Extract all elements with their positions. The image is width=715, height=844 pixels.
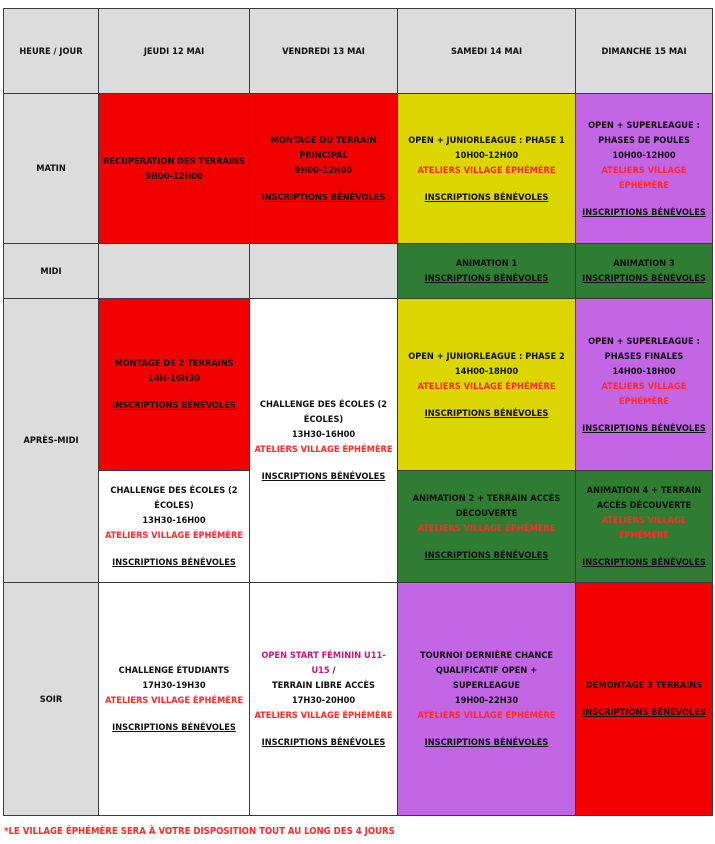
volunteer-signup-link[interactable]: INSCRIPTIONS BÉNÉVOLES bbox=[424, 273, 549, 284]
activity-title: OPEN + SUPERLEAGUE : bbox=[588, 335, 700, 347]
ateliers-label: ATELIERS VILLAGE ÉPHÉMÈRE bbox=[417, 522, 556, 534]
time-range: 17H30-20H00 bbox=[291, 695, 356, 706]
row-matin bbox=[4, 94, 713, 244]
ateliers-label: ATELIERS VILLAGE ÉPHÉMÈRE bbox=[601, 515, 687, 541]
cell-matin-samedi bbox=[398, 94, 576, 244]
ateliers-label: ATELIERS VILLAGE ÉPHÉMÈRE bbox=[417, 380, 556, 392]
volunteer-signup-link[interactable]: INSCRIPTIONS BÉNÉVOLES bbox=[582, 273, 706, 284]
cell-midi-vendredi bbox=[250, 244, 398, 299]
time-range: 13H30-16H00 bbox=[291, 429, 356, 440]
day-header-samedi: SAMEDI 14 MAI bbox=[398, 9, 576, 94]
activity-title: RÉCUPÉRATION DES TERRAINS bbox=[103, 155, 245, 167]
ateliers-label: ATELIERS VILLAGE ÉPHÉMÈRE bbox=[601, 380, 687, 407]
time-range: 13H30-16H00 bbox=[142, 515, 206, 526]
volunteer-signup-link[interactable]: INSCRIPTIONS BÉNÉVOLES bbox=[261, 191, 386, 203]
time-range: 9H00-12H00 bbox=[145, 170, 203, 182]
activity-title: ANIMATION 1 bbox=[455, 258, 518, 269]
ateliers-label: ATELIERS VILLAGE ÉPHÉMÈRE bbox=[254, 444, 393, 455]
volunteer-signup-link[interactable]: INSCRIPTIONS BÉNÉVOLES bbox=[582, 557, 706, 568]
day-header-jeudi: JEUDI 12 MAI bbox=[99, 9, 250, 94]
activity-title: DÉMONTAGE 3 TERRAINS bbox=[585, 680, 703, 691]
time-range: 14H-16H30 bbox=[148, 373, 200, 384]
cell-am2-samedi bbox=[398, 471, 576, 583]
activity-title: TOURNOI DERNIÈRE CHANCE bbox=[419, 650, 554, 661]
activity-title: OPEN + SUPERLEAGUE : bbox=[588, 119, 700, 131]
activity-title: OPEN + JUNIORLEAGUE : PHASE 2 bbox=[408, 350, 565, 362]
time-range: 10H00-12H00 bbox=[454, 149, 519, 161]
ateliers-label: ATELIERS VILLAGE ÉPHÉMÈRE bbox=[104, 695, 244, 706]
volunteer-signup-link[interactable]: INSCRIPTIONS BÉNÉVOLES bbox=[261, 471, 386, 482]
activity-title: ANIMATION 4 + TERRAIN ACCÈS DÉCOUVERTE bbox=[586, 485, 702, 511]
volunteer-signup-link[interactable]: INSCRIPTIONS BÉNÉVOLES bbox=[582, 422, 706, 434]
cell-am1-dimanche bbox=[576, 299, 713, 471]
open-start-feminin-label: OPEN START FÉMININ U11-U15 bbox=[261, 650, 386, 676]
time-range: 19H00-22H30 bbox=[454, 695, 519, 706]
row-soir bbox=[4, 583, 713, 816]
activity-subtitle: TERRAIN LIBRE ACCÈS bbox=[272, 680, 375, 691]
volunteer-signup-link[interactable]: INSCRIPTIONS BÉNÉVOLES bbox=[424, 737, 549, 748]
activity-title: ANIMATION 2 + TERRAIN ACCÈS DÉCOUVERTE bbox=[412, 492, 561, 519]
cell-matin-vendredi bbox=[250, 94, 398, 244]
corner-header: HEURE / JOUR bbox=[4, 9, 99, 94]
row-apres-midi-1 bbox=[4, 299, 713, 471]
volunteer-signup-link[interactable]: INSCRIPTIONS BÉNÉVOLES bbox=[424, 191, 549, 203]
cell-midi-jeudi bbox=[99, 244, 250, 299]
ateliers-label: ATELIERS VILLAGE ÉPHÉMÈRE bbox=[254, 710, 393, 721]
time-range: 14H00-18H00 bbox=[612, 365, 676, 377]
cell-am1-samedi bbox=[398, 299, 576, 471]
cell-am1-jeudi bbox=[99, 299, 250, 471]
activity-title-line bbox=[254, 648, 393, 678]
row-midi bbox=[4, 244, 713, 299]
schedule-table bbox=[3, 8, 713, 816]
activity-title: MONTAGE DU TERRAIN PRINCIPAL bbox=[270, 134, 377, 161]
volunteer-signup-link[interactable]: INSCRIPTIONS BÉNÉVOLES bbox=[112, 557, 236, 568]
cell-am2-jeudi bbox=[99, 471, 250, 583]
volunteer-signup-link[interactable]: INSCRIPTIONS BÉNÉVOLES bbox=[582, 206, 706, 218]
row-label-matin: MATIN bbox=[4, 94, 99, 244]
day-header-vendredi: VENDREDI 13 MAI bbox=[250, 9, 398, 94]
header-row bbox=[4, 9, 713, 94]
cell-am-vendredi bbox=[250, 299, 398, 583]
row-label-soir: SOIR bbox=[4, 583, 99, 816]
cell-soir-dimanche bbox=[576, 583, 713, 816]
volunteer-signup-link[interactable]: INSCRIPTIONS BÉNÉVOLES bbox=[424, 407, 549, 419]
cell-midi-dimanche bbox=[576, 244, 713, 299]
time-range: 14H00-18H00 bbox=[454, 365, 519, 377]
volunteer-signup-link[interactable]: INSCRIPTIONS BÉNÉVOLES bbox=[424, 549, 549, 561]
volunteer-signup-link[interactable]: INSCRIPTIONS BÉNÉVOLES bbox=[582, 707, 706, 718]
day-header-dimanche: DIMANCHE 15 MAI bbox=[576, 9, 713, 94]
cell-matin-jeudi bbox=[99, 94, 250, 244]
cell-soir-vendredi bbox=[250, 583, 398, 816]
ateliers-label: ATELIERS VILLAGE ÉPHÉMÈRE bbox=[104, 530, 244, 541]
activity-title: ANIMATION 3 bbox=[613, 258, 675, 269]
volunteer-signup-link[interactable]: INSCRIPTIONS BÉNÉVOLES bbox=[112, 722, 236, 733]
activity-subtitle: QUALIFICATIF OPEN + SUPERLEAGUE bbox=[435, 665, 538, 691]
time-range: 17H30-19H30 bbox=[142, 680, 206, 691]
cell-midi-samedi bbox=[398, 244, 576, 299]
cell-soir-samedi bbox=[398, 583, 576, 816]
cell-matin-dimanche bbox=[576, 94, 713, 244]
time-range: 10H00-12H00 bbox=[612, 149, 676, 161]
ateliers-label: ATELIERS VILLAGE ÉPHÉMÈRE bbox=[417, 710, 556, 721]
activity-subtitle: PHASES DE POULES bbox=[598, 134, 690, 146]
time-range: 9H00-12H00 bbox=[294, 164, 353, 176]
activity-subtitle: PHASES FINALES bbox=[604, 350, 684, 362]
activity-title: MONTAGE DE 2 TERRAINS bbox=[114, 358, 234, 369]
volunteer-signup-link[interactable]: INSCRIPTIONS BÉNÉVOLES bbox=[112, 400, 236, 411]
activity-title: CHALLENGE DES ÉCOLES (2 ÉCOLES) bbox=[110, 485, 238, 511]
volunteer-signup-link[interactable]: INSCRIPTIONS BÉNÉVOLES bbox=[261, 737, 386, 748]
row-label-midi: MIDI bbox=[4, 244, 99, 299]
title-separator: / bbox=[329, 665, 336, 676]
cell-am2-dimanche bbox=[576, 471, 713, 583]
ateliers-label: ATELIERS VILLAGE ÉPHÉMÈRE bbox=[601, 164, 687, 191]
row-label-apres-midi: APRÈS-MIDI bbox=[4, 299, 99, 583]
footer-note: *LE VILLAGE ÉPHÉMÈRE SERA À VOTRE DISPOSITION TOUT AU LONG DES 4 JOURS bbox=[4, 826, 395, 837]
activity-title: CHALLENGE ÉTUDIANTS bbox=[118, 665, 230, 676]
cell-soir-jeudi bbox=[99, 583, 250, 816]
activity-title: CHALLENGE DES ÉCOLES (2 ÉCOLES) bbox=[259, 399, 388, 425]
activity-title: OPEN + JUNIORLEAGUE : PHASE 1 bbox=[408, 134, 565, 146]
ateliers-label: ATELIERS VILLAGE ÉPHÉMÈRE bbox=[417, 164, 556, 176]
